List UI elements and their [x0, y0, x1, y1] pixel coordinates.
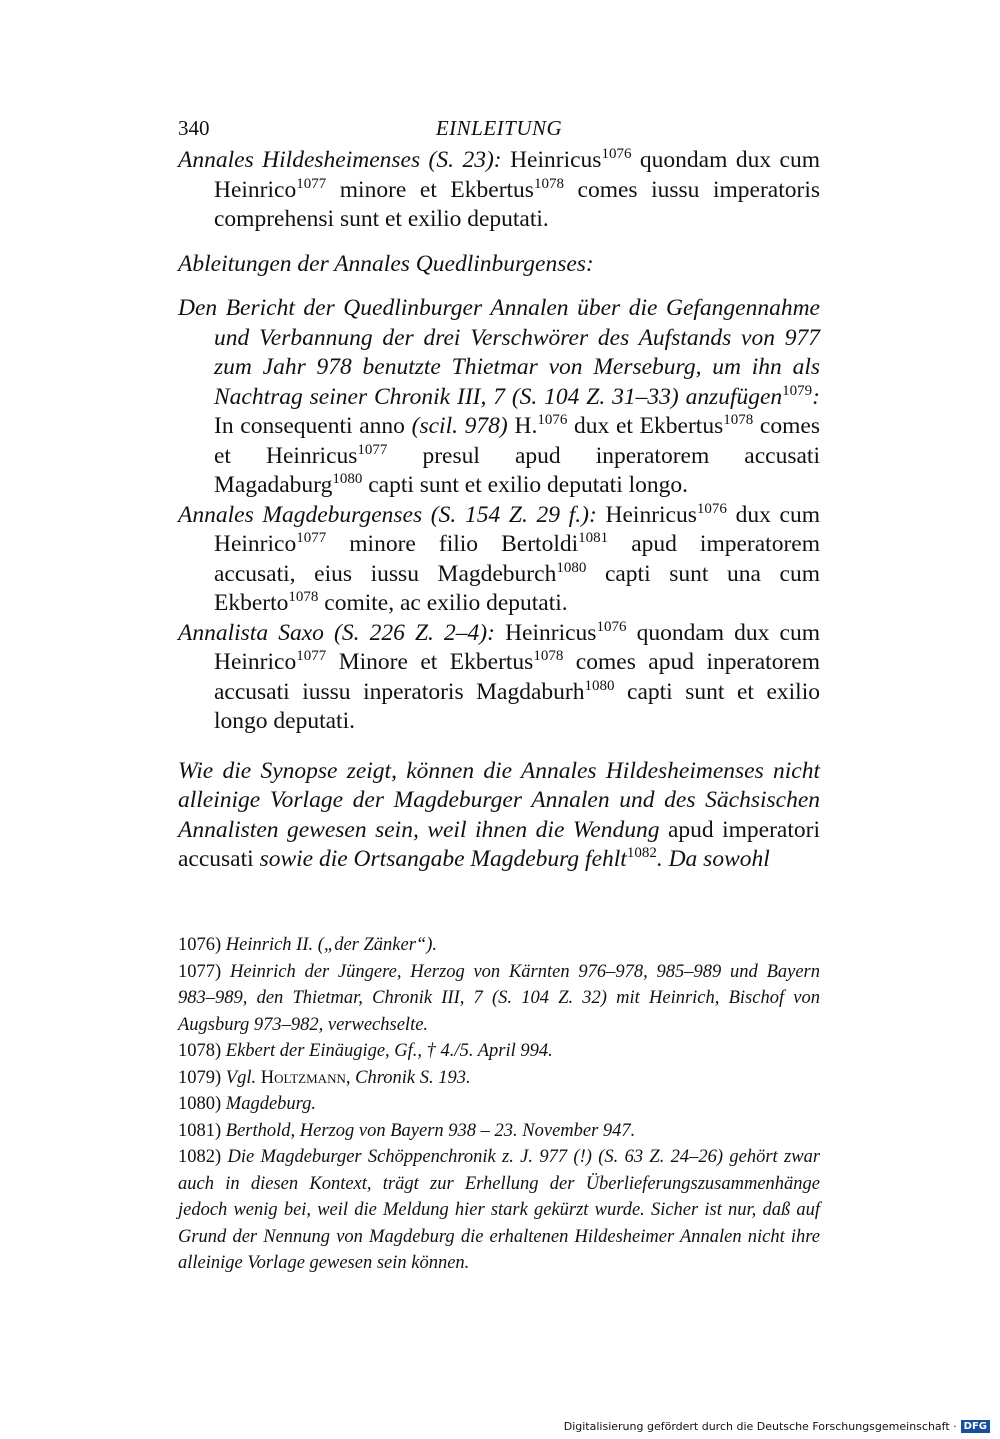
- footnote-ref: 1076: [696, 500, 727, 517]
- footnote-ref: 1078: [533, 175, 564, 192]
- dfg-logo: DFG: [961, 1420, 990, 1433]
- running-header: [178, 112, 820, 146]
- footnote-ref: 1077: [296, 530, 327, 546]
- footnote-1079: 1079) Vgl. Holtzmann, Chronik S. 193.: [178, 1067, 471, 1088]
- entry-annales-magdeburgenses: Annales Magdeburgenses (S. 154 Z. 29 f.): Heinricus$^{1076}$ dux cum Heinrico$^{1077}$ minore filio Bertoldi$^{1081}$ apud imperatorem accusati, eius iussu Magdeburch$^{1080}$ capti sunt una cum Ekberto$^{1078}$ comite, ac exilio deputati.: [178, 500, 820, 616]
- footnote-ref: 1076: [596, 618, 627, 635]
- footnote-1081: 1081) Berthold, Herzog von Bayern 938 – 23. November 947.: [178, 1120, 636, 1141]
- footnote-ref: 1078: [723, 412, 754, 428]
- footnote-ref: 1082: [626, 845, 657, 861]
- source-citation: Annales Magdeburgenses (S. 154 Z. 29 f.):: [178, 501, 597, 528]
- footnote-1076: 1076) Heinrich II. („der Zänker“).: [178, 935, 437, 955]
- footnote-1077: 1077) Heinrich der Jüngere, Herzog von Kärnten 976–978, 985–989 und Bayern 983–989, den Thietmar, Chronik III, 7 (S. 104 Z. 32) mit Heinrich, Bischof von Augsburg 973–982, verwechselte.: [178, 961, 821, 1035]
- footnote-ref: 1076: [537, 412, 568, 428]
- footnote-1080: 1080) Magdeburg.: [178, 1094, 317, 1114]
- footnote-ref: 1078: [288, 589, 319, 605]
- body-paragraph: Wie die Synopse zeigt, können die Annales Hildesheimenses nicht alleinige Vorlage der Magdeburger Annalen und des Sächsischen Annalisten gewesen sein, weil ihnen die Wendung apud imperatori accusati sowie die Ortsangabe Magdeburg fehlt$^{1082}$. Da sowohl: [178, 757, 821, 872]
- footnote-ref: 1077: [357, 441, 388, 458]
- digitization-credit: Digitalisierung gefördert durch die Deutsche Forschungsgemeinschaft · DFG: [564, 1420, 990, 1433]
- footnote-1078: 1078) Ekbert der Einäugige, Gf., † 4./5. April 994.: [178, 1041, 553, 1061]
- running-title: EINLEITUNG: [435, 116, 563, 140]
- footnote-ref: 1078: [533, 648, 564, 664]
- footnote-ref: 1077: [296, 175, 327, 192]
- footnote-ref: 1080: [584, 677, 615, 694]
- page-body: [178, 112, 820, 875]
- footnote-1082: 1082) Die Magdeburger Schöppenchronik z. J. 977 (!) (S. 63 Z. 24–26) gehört zwar auch in diesen Kontext, trägt zur Erhellung der Überlieferungszusammenhänge jedoch wenig bei, weil die Meldung hier stark gekürzt wurde. Sicher ist nur, daß auf Grund der Nennung von Magdeburg die erhaltenen Hildesheimer Annalen nicht ihre alleinige Vorlage gewesen sein können.: [178, 1147, 821, 1273]
- entry-thietmar: Den Bericht der Quedlinburger Annalen über die Gefangennahme und Verbannung der drei Verschwörer des Aufstands von 977 zum Jahr 978 benutzte Thietmar von Merseburg, um ihn als Nachtrag seiner Chronik III, 7 (S. 104 Z. 31–33) anzufügen$^{1079}$: In consequenti anno (scil. 978) H.$^{1076}$ dux et Ekbertus$^{1078}$ comes et Heinricus$^{1077}$ presul apud inperatorem accusati Magadaburg$^{1080}$ capti sunt et exilio deputati longo.: [178, 295, 820, 498]
- section-heading-ableitungen: Ableitungen der Annales Quedlinburgenses:: [178, 250, 594, 277]
- footnote-ref: 1081: [578, 530, 609, 546]
- source-citation: Annales Hildesheimenses (S. 23):: [178, 147, 502, 173]
- source-citation: Den Bericht der Quedlinburger Annalen über die Gefangennahme und Verbannung der drei Verschwörer des Aufstands von 977 zum Jahr 978 benutzte Thietmar von Merseburg, um ihn als Nachtrag seiner Chronik III, 7 (S. 104 Z. 31–33) anzufügen: [178, 295, 820, 410]
- footnote-ref: 1079: [782, 382, 813, 399]
- footnote-ref: 1080: [332, 471, 363, 487]
- footnote-ref: 1077: [296, 648, 327, 664]
- entry-annalista-saxo: Annalista Saxo (S. 226 Z. 2–4): Heinricus$^{1076}$ quondam dux cum Heinrico$^{1077}$ Minore et Ekbertus$^{1078}$ comes apud inperatorem accusati iussu inperatoris Magdaburh$^{1080}$ capti sunt et exilio longo deputati.: [178, 618, 820, 734]
- footnotes: [178, 932, 820, 1277]
- page-number: 340: [178, 116, 210, 140]
- source-citation: Annalista Saxo (S. 226 Z. 2–4):: [178, 619, 495, 646]
- entry-annales-hildesheimenses: Annales Hildesheimenses (S. 23): Heinricus$^{1076}$ quondam dux cum Heinrico$^{1077}$ minore et Ekbertus$^{1078}$ comes iussu imperatoris comprehensi sunt et exilio deputati.: [178, 146, 820, 232]
- footnote-ref: 1076: [601, 146, 632, 162]
- footnote-ref: 1080: [556, 559, 587, 576]
